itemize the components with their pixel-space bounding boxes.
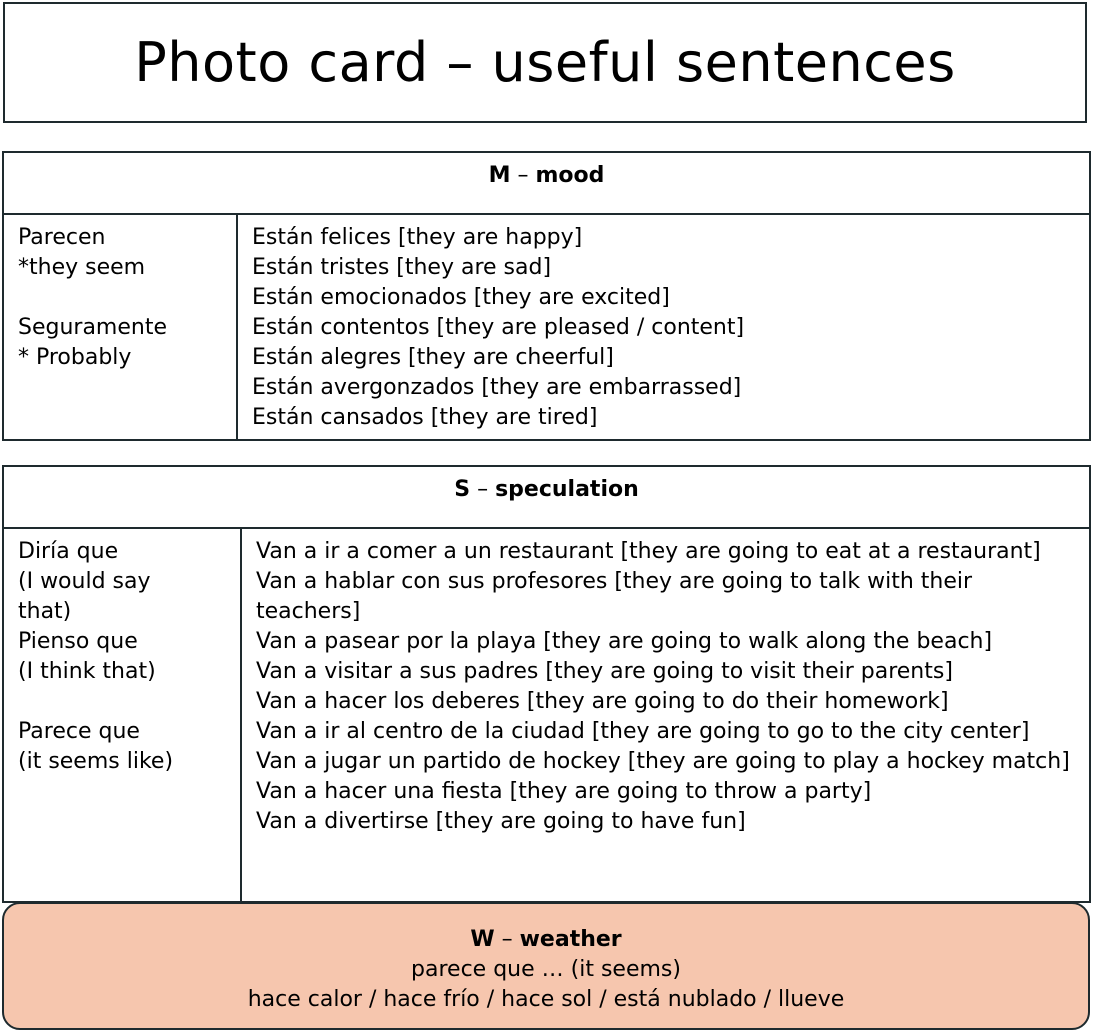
speculation-left-cell: [3, 528, 241, 902]
speculation-sentence: Van a visitar a sus padres [they are going to visit their parents]: [256, 659, 953, 684]
weather-line-2: hace calor / hace frío / hace sol / está nublado / llueve: [247, 987, 845, 1012]
weather-heading: [4, 925, 1088, 955]
speculation-left-line: (I think that): [18, 659, 156, 684]
speculation-sentence: Van a ir al centro de la ciudad [they are going to go to the city center]: [256, 719, 1030, 744]
speculation-sentence: Van a hablar con sus profesores [they are going to talk with their teachers]: [256, 569, 973, 624]
mood-sentence: Están felices [they are happy]: [252, 225, 583, 250]
speculation-left-line: (I would say: [18, 569, 151, 594]
weather-box: [2, 902, 1090, 1030]
speculation-left-line: (it seems like): [18, 749, 174, 774]
speculation-table: [2, 465, 1091, 903]
mood-sentence: Están tristes [they are sad]: [252, 255, 552, 280]
title-box: [3, 2, 1087, 123]
speculation-sentence: Van a ir a comer a un restaurant [they are going to eat at a restaurant]: [256, 539, 1041, 564]
speculation-heading: [3, 466, 1090, 528]
mood-heading-letter: M: [488, 163, 511, 188]
mood-right-cell: [237, 214, 1090, 440]
mood-left-line: Seguramente: [18, 315, 168, 340]
speculation-sentence: Van a jugar un partido de hockey [they are going to play a hockey match]: [256, 749, 1070, 774]
mood-left-line: Parecen: [18, 225, 106, 250]
speculation-sentence: Van a hacer una fiesta [they are going to throw a party]: [256, 779, 872, 804]
weather-line-1: parece que … (it seems): [411, 957, 681, 982]
speculation-left-line: Pienso que: [18, 629, 138, 654]
mood-sentence: Están cansados [they are tired]: [252, 405, 598, 430]
speculation-sentence: Van a divertirse [they are going to have fun]: [256, 809, 746, 834]
speculation-left-line: Diría que: [18, 539, 119, 564]
mood-heading-word: mood: [535, 163, 605, 188]
mood-table: [2, 151, 1091, 441]
speculation-sentence: Van a pasear por la playa [they are going to walk along the beach]: [256, 629, 993, 654]
speculation-left-line: Parece que: [18, 719, 140, 744]
speculation-sentence: Van a hacer los deberes [they are going to do their homework]: [256, 689, 949, 714]
mood-sentence: Están alegres [they are cheerful]: [252, 345, 614, 370]
mood-sentence: Están emocionados [they are excited]: [252, 285, 670, 310]
speculation-heading-word: speculation: [495, 477, 639, 502]
mood-sentence: Están contentos [they are pleased / content]: [252, 315, 745, 340]
weather-heading-letter: W: [470, 927, 495, 952]
mood-left-line: * Probably: [18, 345, 132, 370]
weather-heading-dash: –: [494, 927, 520, 952]
speculation-left-line: that): [18, 599, 72, 624]
speculation-right-cell: [241, 528, 1090, 902]
mood-left-spacer: [18, 283, 236, 313]
speculation-left-spacer: [18, 687, 240, 717]
weather-heading-word: weather: [519, 927, 622, 952]
page-title: Photo card – useful sentences: [134, 31, 956, 94]
mood-left-cell: [3, 214, 237, 440]
mood-heading: [3, 152, 1090, 214]
mood-heading-dash: –: [510, 163, 536, 188]
speculation-heading-letter: S: [454, 477, 471, 502]
mood-left-line: *they seem: [18, 255, 146, 280]
mood-sentence: Están avergonzados [they are embarrassed]: [252, 375, 742, 400]
speculation-heading-dash: –: [470, 477, 496, 502]
